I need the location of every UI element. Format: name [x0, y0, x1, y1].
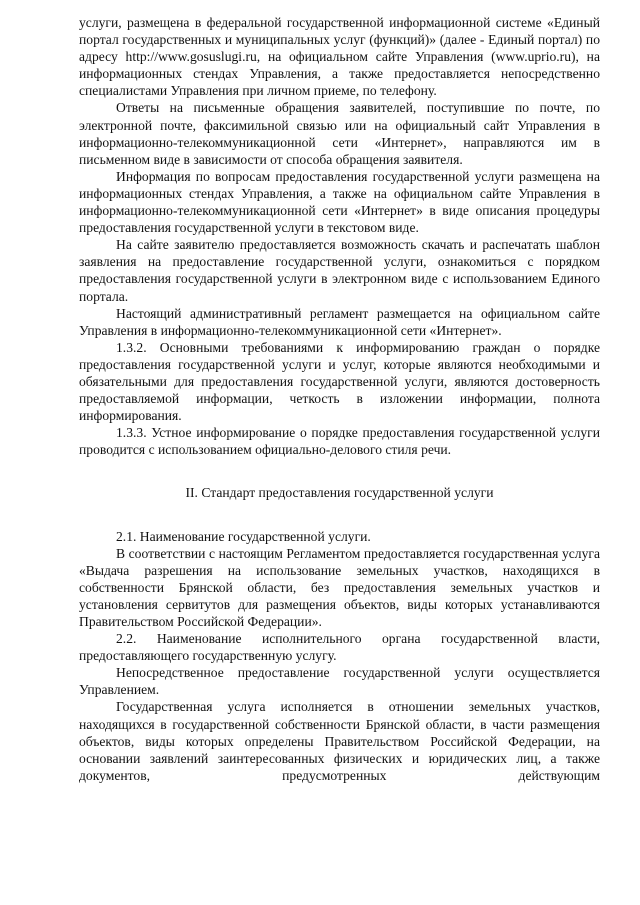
paragraph-information-stands: Информация по вопросам предоставления государственной услуги размещена на информационных стендах Управления, а также на официальном сайте Управления в информационно-телекоммуникационной сети «Интернет» в виде описания процедуры предоставления государственной услуги в текстовом виде.: [79, 168, 600, 236]
paragraph-regulation-published: Настоящий административный регламент размещается на официальном сайте Управления в информационно-телекоммуникационной сети «Интернет».: [79, 305, 600, 338]
paragraph-service-name: В соответствии с настоящим Регламентом предоставляется государственная услуга «Выдача разрешения на использование земельных участков, находящихся в собственности Брянской области, без предоставления земельных участков и установления сервитутов для размещения объектов, виды которых устанавливаются Правительством Российской Федерации».: [79, 545, 600, 629]
paragraph-intro-continuation: услуги, размещена в федеральной государственной информационной системе «Единый портал государственных и муниципальных услуг (функций)» (далее - Единый портал) по адресу http://www.gosuslugi.ru, на официальном сайте Управления (www.uprio.ru), на информационных стендах Управления, а также предоставляется непосредственно специалистами Управления при личном приеме, по телефону.: [79, 15, 600, 99]
paragraph-direct-provision: Непосредственное предоставление государственной услуги осуществляется Управлением.: [79, 665, 600, 698]
paragraph-download-template: На сайте заявителю предоставляется возможность скачать и распечатать шаблон заявления на предоставление государственной услуги, ознакомиться с порядком предоставления государственной услуги в электронном виде с использованием Единого портала.: [79, 237, 600, 304]
section-heading: II. Стандарт предоставления государственной услуги: [185, 485, 494, 501]
paragraph-written-responses: Ответы на письменные обращения заявителей, поступившие по почте, по электронной почте, факсимильной связью или на официальный сайт Управления в информационно-телекоммуникационной сети «Интернет», направляются им в письменном виде в зависимости от способа обращения заявителя.: [79, 100, 600, 167]
paragraph-2-2: 2.2. Наименование исполнительного органа государственной власти, предоставляющего государственную услугу.: [79, 631, 600, 664]
paragraph-1-3-2: 1.3.2. Основными требованиями к информированию граждан о порядке предоставления государственной услуги и услуг, которые являются необходимыми и обязательными для предоставления государственной услуги, являются достоверность предоставляемой информации, четкость в изложении информации, полнота информирования.: [79, 339, 600, 424]
paragraph-2-1: 2.1. Наименование государственной услуги.: [116, 528, 371, 544]
paragraph-service-scope: Государственная услуга исполняется в отношении земельных участков, находящихся в государственной собственности Брянской области, в части размещения объектов, виды которых определены Правительством Российской Федерации, на основании заявлений заинтересованных физических и юридических лиц, а также документов, предусмотренных действующим: [79, 699, 600, 783]
paragraph-1-3-3: 1.3.3. Устное информирование о порядке предоставления государственной услуги проводится с использованием официально-делового стиля речи.: [79, 425, 600, 458]
